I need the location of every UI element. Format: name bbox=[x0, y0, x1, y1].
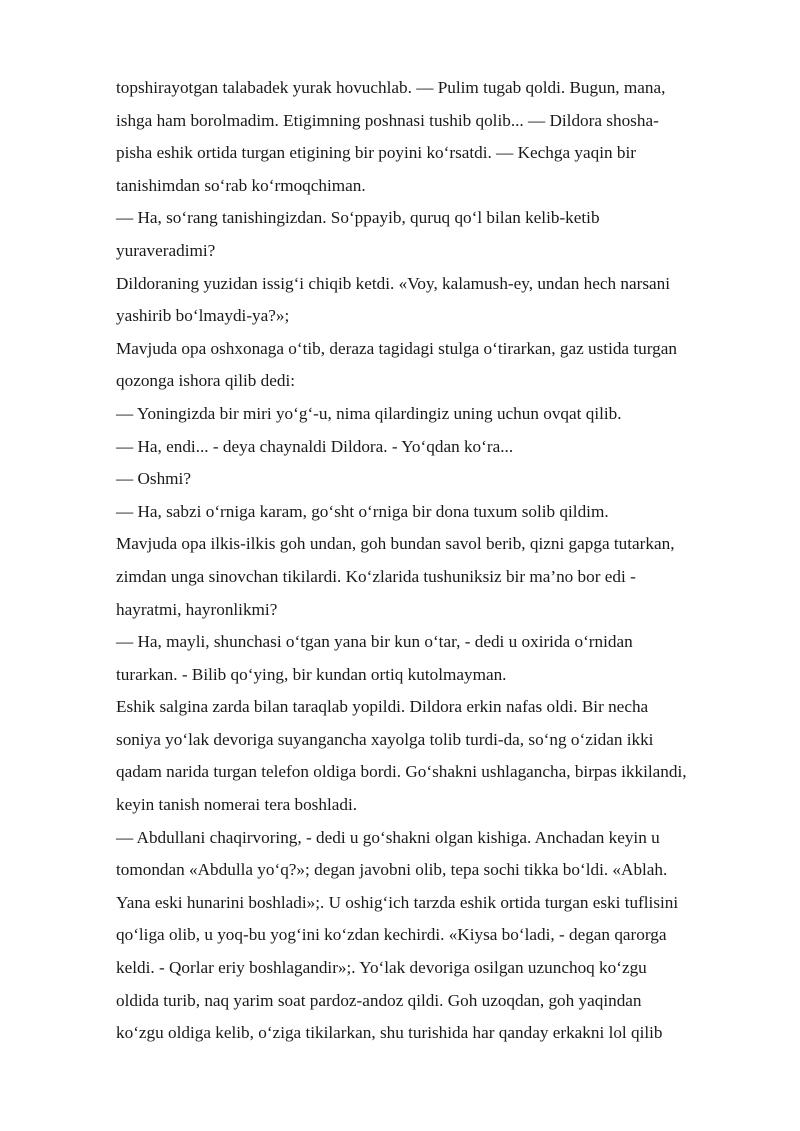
text-line: — Ha, sabzi o‘rniga karam, go‘sht o‘rniga bir dona tuxum solib qildim. bbox=[116, 501, 609, 521]
text-line: yashirib bo‘lmaydi-ya?»; bbox=[116, 306, 290, 326]
text-line: topshirayotgan talabadek yurak hovuchlab. — Pulim tugab qoldi. Bugun, mana, bbox=[116, 78, 666, 97]
text-line: ko‘zgu oldiga kelib, o‘ziga tikilarkan, shu turishida har qanday erkakni lol qilib bbox=[116, 1023, 663, 1043]
text-line: — Abdullani chaqirvoring, - dedi u go‘shakni olgan kishiga. Anchadan keyin u bbox=[116, 827, 660, 847]
text-line: zimdan unga sinovchan tikilardi. Ko‘zlarida tushuniksiz bir ma’no bor edi - bbox=[116, 566, 636, 586]
text-line: — Ha, so‘rang tanishingizdan. So‘ppayib, quruq qo‘l bilan kelib-ketib bbox=[116, 208, 600, 228]
text-line: — Ha, mayli, shunchasi o‘tgan yana bir kun o‘tar, - dedi u oxirida o‘rnidan bbox=[116, 632, 633, 652]
text-line: Mavjuda opa oshxonaga o‘tib, deraza tagidagi stulga o‘tirarkan, gaz ustida turgan bbox=[116, 338, 677, 358]
text-line: Eshik salgina zarda bilan taraqlab yopildi. Dildora erkin nafas oldi. Bir necha bbox=[116, 697, 649, 717]
text-line: — Yoningizda bir miri yo‘g‘-u, nima qilardingiz uning uchun ovqat qilib. bbox=[116, 403, 622, 423]
text-line: — Oshmi? bbox=[116, 469, 191, 489]
text-line: ishga ham borolmadim. Etigimning poshnasi tushib qolib... — Dildora shosha- bbox=[116, 110, 659, 130]
text-line: Yana eski hunarini boshladi»;. U oshig‘ich tarzda eshik ortida turgan eski tuflisini bbox=[116, 892, 679, 912]
text-line: keyin tanish nomerai tera boshladi. bbox=[116, 795, 358, 815]
text-line: Dildoraning yuzidan issig‘i chiqib ketdi. «Voy, kalamush-ey, undan hech narsani bbox=[116, 273, 671, 293]
text-line: pisha eshik ortida turgan etigining bir poyini ko‘rsatdi. — Kechga yaqin bir bbox=[116, 143, 636, 163]
text-line: tanishimdan so‘rab ko‘rmoqchiman. bbox=[116, 175, 366, 195]
text-line: qozonga ishora qilib dedi: bbox=[116, 371, 296, 391]
text-line: — Ha, endi... - deya chaynaldi Dildora. - Yo‘qdan ko‘ra... bbox=[116, 436, 514, 456]
text-line: oldida turib, naq yarim soat pardoz-andoz qildi. Goh uzoqdan, goh yaqindan bbox=[116, 990, 642, 1010]
text-line: tomondan «Abdulla yo‘q?»; degan javobni olib, tepa sochi tikka bo‘ldi. «Ablah. bbox=[116, 860, 668, 880]
body-text bbox=[116, 72, 736, 1050]
text-line: qo‘liga olib, u yoq-bu yog‘ini ko‘zdan kechirdi. «Kiysa bo‘ladi, - degan qarorga bbox=[116, 925, 667, 945]
text-line: qadam narida turgan telefon oldiga bordi. Go‘shakni ushlagancha, birpas ikkilandi, bbox=[116, 762, 687, 782]
text-line: Mavjuda opa ilkis-ilkis goh undan, goh bundan savol berib, qizni gapga tutarkan, bbox=[116, 534, 675, 554]
text-line: hayratmi, hayronlikmi? bbox=[116, 599, 278, 619]
text-line: keldi. - Qorlar eriy boshlagandir»;. Yo‘lak devoriga osilgan uzunchoq ko‘zgu bbox=[116, 958, 647, 978]
text-line: yuraveradimi? bbox=[116, 240, 216, 260]
text-line: turarkan. - Bilib qo‘ying, bir kundan ortiq kutolmayman. bbox=[116, 664, 507, 684]
text-line: soniya yo‘lak devoriga suyangancha xayolga tolib turdi-da, so‘ng o‘zidan ikki bbox=[116, 729, 654, 749]
